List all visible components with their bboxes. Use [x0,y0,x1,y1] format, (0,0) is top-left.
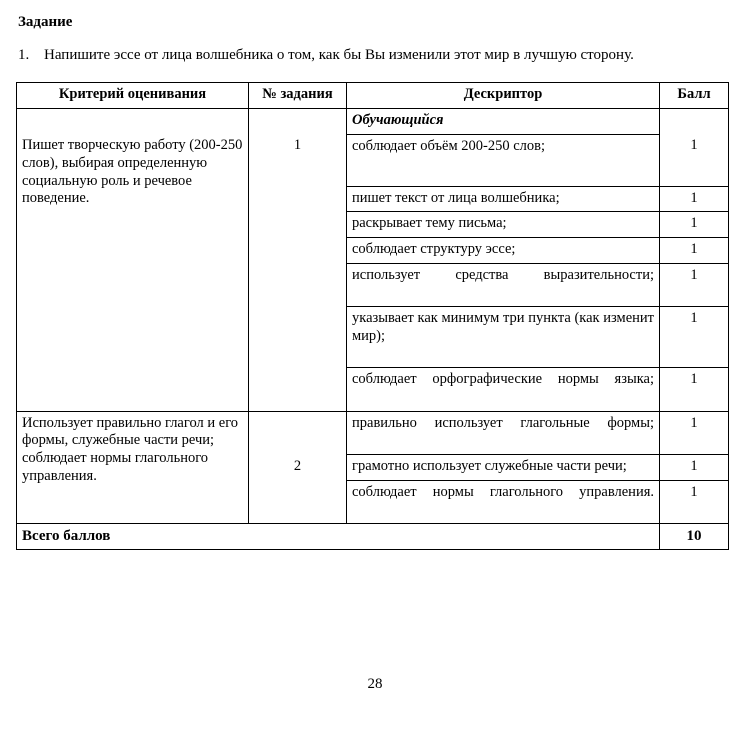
task-number-cell: 2 [249,411,347,523]
header-score: Балл [660,83,729,109]
score-cell: 1 [660,411,729,454]
table-row [17,411,729,454]
task-number: 1. [18,47,30,63]
descriptor-cell: пишет текст от лица волшебника; [347,186,660,212]
descriptor-cell: указывает как минимум три пункта (как изменит мир); [347,307,660,368]
score-cell: 1 [660,238,729,264]
criterion-cell-spacer [17,108,249,134]
descriptor-cell: соблюдает орфографические нормы языка; [347,368,660,411]
task-text: Напишите эссе от лица волшебника о том, как бы Вы изменили этот мир в лучшую сторону. [44,47,634,63]
score-cell: 1 [660,263,729,306]
score-cell: 1 [660,134,729,186]
task-item [18,45,728,66]
score-cell: 1 [660,186,729,212]
score-cell: 1 [660,480,729,523]
descriptor-cell: соблюдает структуру эссе; [347,238,660,264]
descriptor-cell: грамотно использует служебные части речи; [347,454,660,480]
header-task-number: № задания [249,83,347,109]
header-descriptor: Дескриптор [347,83,660,109]
criterion-cell: Использует правильно глагол и его формы, служебные части речи; соблюдает нормы глагольного управления. [17,411,249,523]
total-score: 10 [660,523,729,549]
page-title: Задание [18,14,73,30]
descriptor-cell: соблюдает объём 200-250 слов; [347,134,660,186]
total-label: Всего баллов [17,523,660,549]
descriptor-cell: раскрывает тему письма; [347,212,660,238]
score-cell-spacer [660,108,729,134]
rubric-table [16,82,729,550]
table-body [17,108,729,549]
table-header-row [17,83,729,109]
subheader-cell: Обучающийся [347,108,660,134]
table-total-row [17,523,729,549]
score-cell: 1 [660,307,729,368]
page-number: 28 [367,676,383,692]
score-cell: 1 [660,368,729,411]
descriptor-cell: соблюдает нормы глагольного управления. [347,480,660,523]
table-header [17,83,729,109]
task-number-cell-spacer [249,108,347,134]
descriptor-cell: правильно использует глагольные формы; [347,411,660,454]
descriptor-cell: использует средства выразительности; [347,263,660,306]
table-row [17,134,729,186]
table-row [17,108,729,134]
score-cell: 1 [660,212,729,238]
task-number-cell: 1 [249,134,347,411]
criterion-cell: Пишет творческую работу (200-250 слов), выбирая определенную социальную роль и речевое поведение. [17,134,249,411]
header-criterion: Критерий оценивания [17,83,249,109]
score-cell: 1 [660,454,729,480]
